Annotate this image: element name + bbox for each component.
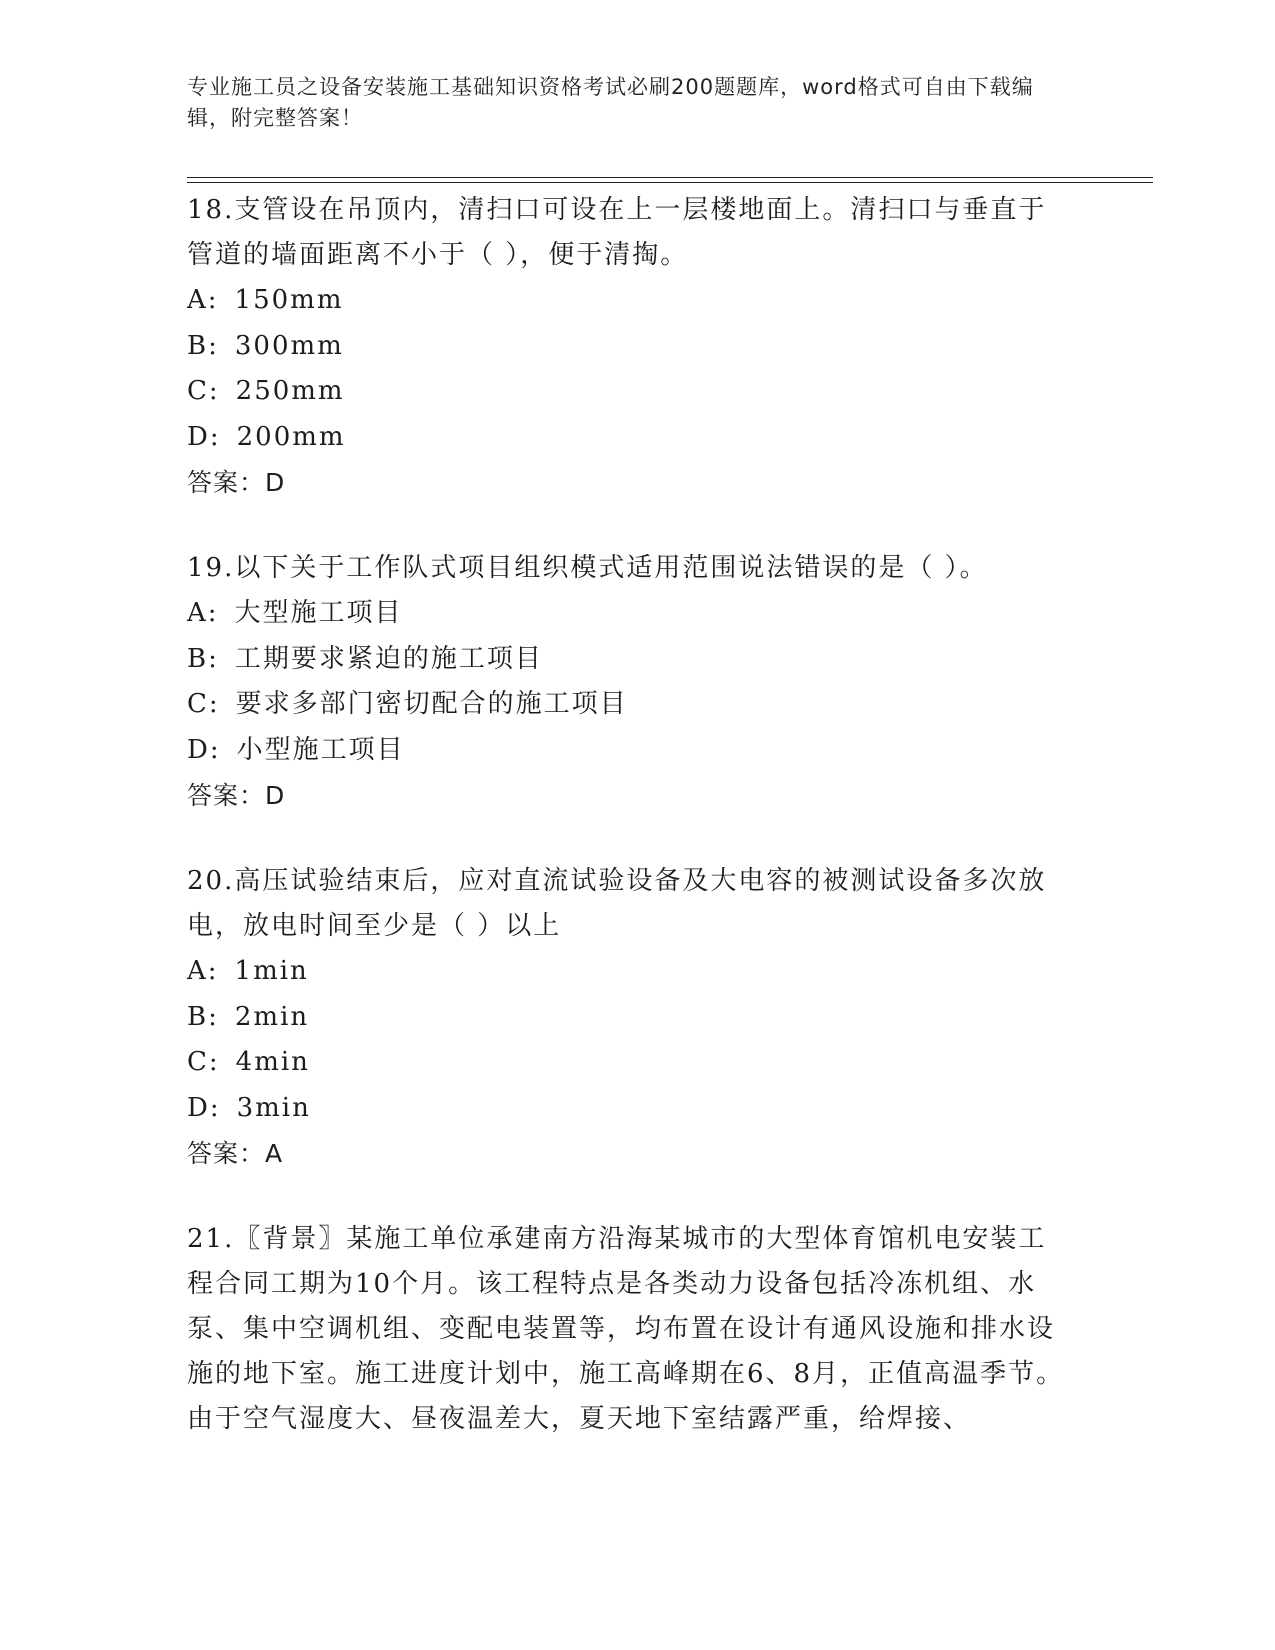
option-letter: A:: [187, 956, 219, 986]
option-a: [187, 949, 1067, 995]
option-a: [187, 278, 1067, 324]
option-list: [187, 949, 1067, 1131]
option-a: [187, 591, 1067, 637]
option-d: [187, 415, 1067, 461]
answer-value: D: [265, 781, 286, 810]
option-b: [187, 324, 1067, 370]
question-text: 20.高压试验结束后，应对直流试验设备及大电容的被测试设备多次放电，放电时间至少是（ ）以上: [187, 866, 1047, 941]
question-20: [187, 859, 1067, 1176]
option-text: 小型施工项目: [236, 734, 405, 765]
answer-label: 答案：: [187, 1139, 266, 1168]
answer-line: [187, 1131, 1067, 1176]
option-letter: A:: [187, 598, 219, 628]
option-letter: D:: [187, 734, 221, 765]
option-letter: B:: [187, 1001, 219, 1032]
option-list: [187, 278, 1067, 460]
question-18: [187, 188, 1067, 505]
question-list: [187, 188, 1067, 1483]
question-text: 21.〖背景〗某施工单位承建南方沿海某城市的大型体育馆机电安装工程合同工期为10个月。该工程特点是各类动力设备包括冷冻机组、水泵、集中空调机组、变配电装置等，均布置在设计有通风设施和排水设施的地下室。施工进度计划中，施工高峰期在6、8月，正值高温季节。由于空气湿度大、昼夜温差大，夏天地下室结露严重，给焊接、: [187, 1224, 1065, 1434]
option-text: 2min: [234, 1001, 310, 1032]
option-letter: C:: [187, 376, 220, 406]
option-letter: C:: [187, 689, 220, 719]
answer-label: 答案：: [187, 781, 266, 810]
option-text: 工期要求紧迫的施工项目: [234, 643, 543, 674]
option-letter: A:: [187, 285, 219, 315]
option-text: 150mm: [234, 285, 344, 315]
option-text: 要求多部门密切配合的施工项目: [235, 689, 628, 719]
question-21: [187, 1217, 1067, 1442]
answer-line: [187, 460, 1067, 505]
option-letter: B:: [187, 643, 219, 674]
option-text: 300mm: [234, 330, 344, 361]
header-rule-bottom: [187, 182, 1153, 183]
option-d: [187, 728, 1067, 774]
option-text: 200mm: [236, 421, 346, 452]
option-letter: D:: [187, 1092, 221, 1123]
option-letter: B:: [187, 330, 219, 361]
answer-value: D: [265, 468, 286, 497]
option-b: [187, 995, 1067, 1041]
answer-line: [187, 773, 1067, 818]
option-c: [187, 1040, 1067, 1086]
question-text: 18.支管设在吊顶内，清扫口可设在上一层楼地面上。清扫口与垂直于管道的墙面距离不小于（ ），便于清掏。: [187, 195, 1047, 270]
question-text: 19.以下关于工作队式项目组织模式适用范围说法错误的是（ ）。: [187, 553, 988, 583]
answer-label: 答案：: [187, 468, 266, 497]
option-text: 250mm: [235, 376, 345, 406]
option-c: [187, 369, 1067, 415]
option-text: 大型施工项目: [234, 598, 403, 628]
question-19: [187, 546, 1067, 818]
option-text: 4min: [235, 1047, 310, 1077]
option-list: [187, 591, 1067, 773]
option-text: 1min: [234, 956, 309, 986]
answer-value: A: [265, 1139, 284, 1168]
option-d: [187, 1086, 1067, 1132]
option-letter: D:: [187, 421, 221, 452]
option-text: 3min: [236, 1092, 311, 1123]
option-letter: C:: [187, 1047, 220, 1077]
option-b: [187, 637, 1067, 683]
header-rule-top: [187, 177, 1153, 178]
option-c: [187, 682, 1067, 728]
document-header: 专业施工员之设备安装施工基础知识资格考试必刷200题题库，word格式可自由下载编辑，附完整答案！: [187, 75, 1034, 130]
